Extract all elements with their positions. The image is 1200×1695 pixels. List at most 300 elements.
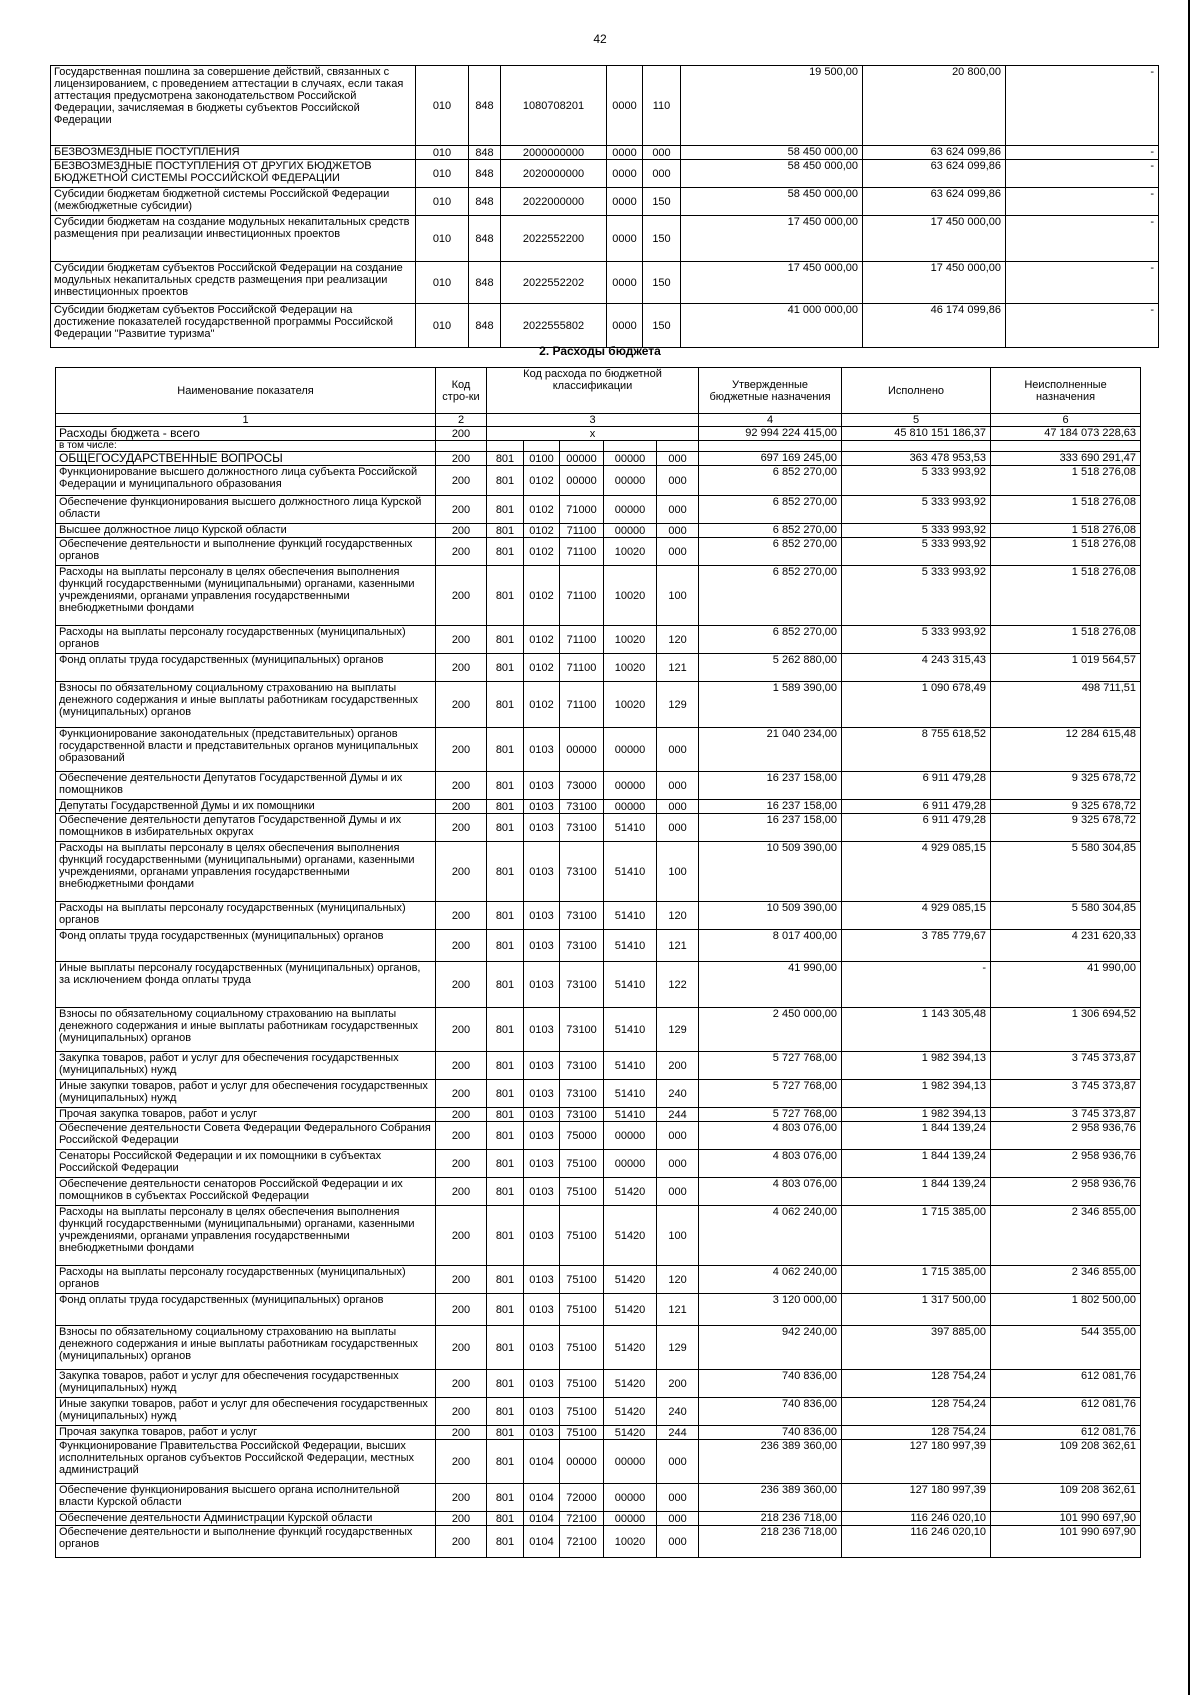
income-cell-done: 63 624 099,86 (863, 160, 1006, 188)
income-cell-c4: 110 (643, 66, 681, 146)
expense-cell-left: 2 346 855,00 (991, 1266, 1141, 1294)
expense-cell-done: 1 982 394,13 (842, 1052, 991, 1080)
expense-cell-e: 000 (657, 1512, 699, 1526)
expense-cell-b: 0100 (524, 452, 560, 466)
income-cell-line: 010 (416, 262, 469, 304)
expense-cell-a: 801 (487, 1266, 524, 1294)
expense-cell-b: 0103 (524, 800, 560, 814)
expense-cell-plan: 21 040 234,00 (699, 728, 842, 772)
total-code: x (487, 427, 699, 441)
expense-cell-plan: 4 803 076,00 (699, 1122, 842, 1150)
expense-cell-plan: 6 852 270,00 (699, 496, 842, 524)
expense-cell-e: 000 (657, 496, 699, 524)
expense-cell-done: 3 785 779,67 (842, 930, 991, 962)
expense-cell-left: 1 518 276,08 (991, 538, 1141, 566)
expense-cell-line: 200 (436, 1440, 487, 1484)
expense-cell-a: 801 (487, 566, 524, 626)
expense-cell-b: 0103 (524, 1122, 560, 1150)
income-cell-c1: 848 (469, 304, 501, 348)
expense-cell-done: 5 333 993,92 (842, 524, 991, 538)
expense-cell-c: 72100 (560, 1512, 604, 1526)
expense-cell-plan: 236 389 360,00 (699, 1440, 842, 1484)
expense-cell-b: 0102 (524, 626, 560, 654)
expense-cell-line: 200 (436, 1178, 487, 1206)
income-cell-plan: 17 450 000,00 (681, 216, 863, 262)
income-cell-c3: 0000 (607, 216, 643, 262)
expense-cell-b: 0103 (524, 902, 560, 930)
expense-cell-left: 1 518 276,08 (991, 466, 1141, 496)
expense-cell-line: 200 (436, 930, 487, 962)
expense-cell-e: 122 (657, 962, 699, 1008)
expense-cell-done: 397 885,00 (842, 1326, 991, 1370)
expense-cell-left: 1 518 276,08 (991, 566, 1141, 626)
expense-cell-c: 00000 (560, 466, 604, 496)
expense-cell-left: 544 355,00 (991, 1326, 1141, 1370)
expense-cell-b: 0103 (524, 1008, 560, 1052)
expense-row (56, 1008, 1141, 1052)
expense-cell-line: 200 (436, 1122, 487, 1150)
expense-cell-done: 363 478 953,53 (842, 452, 991, 466)
expense-cell-left: 4 231 620,33 (991, 930, 1141, 962)
expense-cell-line: 200 (436, 1266, 487, 1294)
income-cell-done: 17 450 000,00 (863, 262, 1006, 304)
expense-cell-plan: 6 852 270,00 (699, 566, 842, 626)
income-cell-c1: 848 (469, 216, 501, 262)
expense-cell-line: 200 (436, 1526, 487, 1558)
expense-cell-b: 0103 (524, 1206, 560, 1266)
expense-cell-plan: 5 727 768,00 (699, 1108, 842, 1122)
expense-cell-e: 000 (657, 524, 699, 538)
expense-cell-done: 1 090 678,49 (842, 682, 991, 728)
income-cell-c3: 0000 (607, 66, 643, 146)
expense-cell-left: 2 958 936,76 (991, 1178, 1141, 1206)
total-row (56, 427, 1141, 441)
expense-cell-b: 0102 (524, 466, 560, 496)
expense-cell-a: 801 (487, 1326, 524, 1370)
expense-cell-d: 51410 (604, 1108, 657, 1122)
expense-cell-plan: 740 836,00 (699, 1398, 842, 1426)
expense-cell-d: 51420 (604, 1206, 657, 1266)
income-cell-c2: 2020000000 (501, 160, 607, 188)
expense-cell-left: 612 081,76 (991, 1370, 1141, 1398)
expense-cell-plan: 4 062 240,00 (699, 1266, 842, 1294)
expense-cell-c: 75000 (560, 1122, 604, 1150)
expense-cell-name: Иные выплаты персоналу государственных (муниципальных) органов, за исключением фонда оплаты труда (56, 962, 436, 1008)
expense-cell-plan: 8 017 400,00 (699, 930, 842, 962)
expense-cell-a: 801 (487, 682, 524, 728)
income-row (51, 160, 1159, 188)
expense-cell-c: 75100 (560, 1294, 604, 1326)
income-cell-plan: 58 450 000,00 (681, 160, 863, 188)
expense-row (56, 1484, 1141, 1512)
expense-cell-c: 75100 (560, 1426, 604, 1440)
expense-cell-c: 73100 (560, 962, 604, 1008)
expense-cell-e: 129 (657, 682, 699, 728)
income-cell-c2: 2000000000 (501, 146, 607, 160)
expense-cell-line: 200 (436, 682, 487, 728)
expense-cell-plan: 2 450 000,00 (699, 1008, 842, 1052)
expense-cell-line: 200 (436, 524, 487, 538)
header-done: Исполнено (842, 368, 991, 414)
expense-cell-left: 41 990,00 (991, 962, 1141, 1008)
expense-cell-done: 127 180 997,39 (842, 1484, 991, 1512)
expense-row (56, 772, 1141, 800)
expense-cell-left: 2 958 936,76 (991, 1122, 1141, 1150)
expense-cell-line: 200 (436, 1370, 487, 1398)
expense-row (56, 1526, 1141, 1558)
expense-cell-line: 200 (436, 496, 487, 524)
expense-cell-c: 73100 (560, 1080, 604, 1108)
expense-cell-b: 0102 (524, 496, 560, 524)
expense-cell-b: 0103 (524, 1108, 560, 1122)
expense-cell-e: 244 (657, 1426, 699, 1440)
expense-cell-a: 801 (487, 1398, 524, 1426)
expense-cell-a: 801 (487, 1206, 524, 1266)
header-num-5: 5 (842, 414, 991, 427)
expense-cell-b: 0103 (524, 842, 560, 902)
expense-cell-plan: 218 236 718,00 (699, 1526, 842, 1558)
expense-cell-e: 100 (657, 842, 699, 902)
income-row (51, 188, 1159, 216)
expense-cell-b: 0102 (524, 538, 560, 566)
expense-cell-plan: 740 836,00 (699, 1370, 842, 1398)
expense-cell-done: 1 982 394,13 (842, 1080, 991, 1108)
expense-cell-plan: 942 240,00 (699, 1326, 842, 1370)
expense-cell-name: Обеспечение деятельности Совета Федерации Федерального Собрания Российской Федерации (56, 1122, 436, 1150)
expense-cell-line: 200 (436, 962, 487, 1008)
expense-cell-left: 3 745 373,87 (991, 1052, 1141, 1080)
expense-cell-line: 200 (436, 1052, 487, 1080)
expense-cell-c: 00000 (560, 452, 604, 466)
expense-cell-a: 801 (487, 1122, 524, 1150)
expense-cell-plan: 16 237 158,00 (699, 814, 842, 842)
expense-cell-d: 51420 (604, 1326, 657, 1370)
expense-cell-name: Закупка товаров, работ и услуг для обеспечения государственных (муниципальных) нужд (56, 1052, 436, 1080)
expense-cell-plan: 4 062 240,00 (699, 1206, 842, 1266)
expense-cell-a: 801 (487, 452, 524, 466)
income-row (51, 146, 1159, 160)
expense-cell-done: 116 246 020,10 (842, 1526, 991, 1558)
expense-cell-plan: 6 852 270,00 (699, 626, 842, 654)
expense-cell-e: 129 (657, 1326, 699, 1370)
expense-cell-b: 0103 (524, 1426, 560, 1440)
expense-cell-b: 0103 (524, 1326, 560, 1370)
expense-cell-name: Расходы на выплаты персоналу государственных (муниципальных) органов (56, 626, 436, 654)
expense-row (56, 1440, 1141, 1484)
expense-cell-b: 0102 (524, 566, 560, 626)
header-num-3: 3 (487, 414, 699, 427)
expense-cell-done: 5 333 993,92 (842, 466, 991, 496)
expense-cell-d: 51410 (604, 1052, 657, 1080)
expense-cell-done: 128 754,24 (842, 1426, 991, 1440)
income-cell-c1: 848 (469, 66, 501, 146)
expense-cell-e: 000 (657, 1150, 699, 1178)
expense-row (56, 962, 1141, 1008)
expense-cell-d: 51410 (604, 1008, 657, 1052)
expense-cell-a: 801 (487, 1080, 524, 1108)
expense-cell-a: 801 (487, 1294, 524, 1326)
expense-cell-name: Обеспечение функционирования высшего органа исполнительной власти Курской области (56, 1484, 436, 1512)
income-cell-c1: 848 (469, 188, 501, 216)
total-left: 47 184 073 228,63 (991, 427, 1141, 441)
expense-cell-line: 200 (436, 452, 487, 466)
expense-cell-left: 1 306 694,52 (991, 1008, 1141, 1052)
expense-cell-e: 000 (657, 466, 699, 496)
expense-cell-b: 0103 (524, 1294, 560, 1326)
expense-cell-e: 200 (657, 1370, 699, 1398)
expense-cell-b: 0103 (524, 1080, 560, 1108)
expense-row (56, 1206, 1141, 1266)
sub-label-row (56, 441, 1141, 452)
expense-cell-done: 1 715 385,00 (842, 1266, 991, 1294)
expense-cell-line: 200 (436, 1326, 487, 1370)
expense-cell-b: 0102 (524, 682, 560, 728)
income-cell-line: 010 (416, 304, 469, 348)
expense-cell-b: 0103 (524, 930, 560, 962)
expense-row (56, 654, 1141, 682)
expense-cell-left: 109 208 362,61 (991, 1440, 1141, 1484)
income-cell-left: - (1006, 304, 1159, 348)
expense-cell-line: 200 (436, 654, 487, 682)
expense-row (56, 538, 1141, 566)
page-edge-line (1188, 0, 1190, 1695)
expense-cell-done: 128 754,24 (842, 1398, 991, 1426)
income-cell-left: - (1006, 262, 1159, 304)
expense-cell-d: 00000 (604, 1512, 657, 1526)
expense-cell-done: - (842, 962, 991, 1008)
expense-cell-done: 5 333 993,92 (842, 496, 991, 524)
expense-cell-b: 0103 (524, 1178, 560, 1206)
income-cell-c2: 2022000000 (501, 188, 607, 216)
expense-cell-name: Высшее должностное лицо Курской области (56, 524, 436, 538)
expense-cell-a: 801 (487, 728, 524, 772)
income-cell-name: Субсидии бюджетам субъектов Российской Федерации на создание модульных некапитальных средств размещения при реализации инвестиционных проектов (51, 262, 416, 304)
expense-cell-plan: 41 990,00 (699, 962, 842, 1008)
expense-cell-done: 6 911 479,28 (842, 800, 991, 814)
expense-cell-c: 73100 (560, 930, 604, 962)
expense-cell-left: 1 518 276,08 (991, 524, 1141, 538)
expense-cell-plan: 218 236 718,00 (699, 1512, 842, 1526)
expense-cell-name: Прочая закупка товаров, работ и услуг (56, 1108, 436, 1122)
income-cell-plan: 41 000 000,00 (681, 304, 863, 348)
expense-cell-a: 801 (487, 1008, 524, 1052)
expense-cell-b: 0103 (524, 1052, 560, 1080)
expense-cell-c: 71100 (560, 524, 604, 538)
expense-cell-c: 71100 (560, 566, 604, 626)
income-cell-c4: 150 (643, 216, 681, 262)
expense-cell-line: 200 (436, 538, 487, 566)
income-cell-left: - (1006, 66, 1159, 146)
income-cell-name: Государственная пошлина за совершение действий, связанных с лицензированием, с проведением аттестации в случаях, если такая аттестация предусмотрена законодательством Российской Федерации, зачисляемая в бюджеты субъектов Российской Федерации (51, 66, 416, 146)
income-cell-line: 010 (416, 146, 469, 160)
expense-cell-line: 200 (436, 626, 487, 654)
income-cell-plan: 58 450 000,00 (681, 188, 863, 216)
income-cell-c2: 2022555802 (501, 304, 607, 348)
expense-cell-e: 000 (657, 1122, 699, 1150)
expense-cell-done: 127 180 997,39 (842, 1440, 991, 1484)
expense-cell-b: 0103 (524, 772, 560, 800)
expense-cell-done: 1 317 500,00 (842, 1294, 991, 1326)
income-cell-name: Субсидии бюджетам бюджетной системы Российской Федерации (межбюджетные субсидии) (51, 188, 416, 216)
expense-cell-name: Обеспечение деятельности Администрации Курской области (56, 1512, 436, 1526)
income-cell-done: 63 624 099,86 (863, 146, 1006, 160)
expense-cell-e: 100 (657, 1206, 699, 1266)
expense-cell-name: Иные закупки товаров, работ и услуг для обеспечения государственных (муниципальных) нужд (56, 1398, 436, 1426)
expense-cell-d: 51410 (604, 930, 657, 962)
expense-cell-c: 73100 (560, 814, 604, 842)
expense-cell-done: 5 333 993,92 (842, 626, 991, 654)
expense-cell-e: 000 (657, 538, 699, 566)
income-cell-line: 010 (416, 188, 469, 216)
expense-cell-d: 00000 (604, 452, 657, 466)
income-cell-done: 17 450 000,00 (863, 216, 1006, 262)
expense-cell-plan: 10 509 390,00 (699, 902, 842, 930)
expense-cell-c: 71100 (560, 682, 604, 728)
expense-row (56, 902, 1141, 930)
income-cell-c1: 848 (469, 146, 501, 160)
expense-cell-name: Обеспечение деятельности и выполнение функций государственных органов (56, 538, 436, 566)
expense-cell-name: Обеспечение деятельности сенаторов Российской Федерации и их помощников в субъектах Российской Федерации (56, 1178, 436, 1206)
expense-row (56, 728, 1141, 772)
expense-cell-d: 00000 (604, 1150, 657, 1178)
expense-cell-b: 0104 (524, 1440, 560, 1484)
expense-cell-line: 200 (436, 1484, 487, 1512)
expense-cell-left: 498 711,51 (991, 682, 1141, 728)
expense-row (56, 842, 1141, 902)
header-line: Код стро-ки (436, 368, 487, 414)
expense-cell-c: 73100 (560, 800, 604, 814)
expense-cell-name: Расходы на выплаты персоналу государственных (муниципальных) органов (56, 902, 436, 930)
expense-cell-line: 200 (436, 1426, 487, 1440)
expense-cell-line: 200 (436, 566, 487, 626)
expense-row (56, 930, 1141, 962)
expense-cell-done: 4 929 085,15 (842, 842, 991, 902)
expense-cell-d: 51420 (604, 1426, 657, 1440)
expense-cell-left: 1 518 276,08 (991, 626, 1141, 654)
expense-cell-a: 801 (487, 496, 524, 524)
expense-row (56, 1370, 1141, 1398)
expense-cell-name: Взносы по обязательному социальному страхованию на выплаты денежного содержания и иные выплаты работникам государственных (муниципальных) органов (56, 1326, 436, 1370)
expense-cell-b: 0103 (524, 962, 560, 1008)
expense-row (56, 1398, 1141, 1426)
expense-cell-done: 5 333 993,92 (842, 566, 991, 626)
expense-row (56, 626, 1141, 654)
expense-cell-left: 5 580 304,85 (991, 902, 1141, 930)
expense-table (55, 367, 1141, 1558)
income-cell-c4: 150 (643, 262, 681, 304)
expense-cell-a: 801 (487, 466, 524, 496)
expense-cell-c: 71000 (560, 496, 604, 524)
income-cell-c3: 0000 (607, 262, 643, 304)
header-code: Код расхода по бюджетной классификации (487, 368, 699, 414)
income-row (51, 66, 1159, 146)
section-title: 2. Расходы бюджета (539, 344, 661, 358)
expense-cell-line: 200 (436, 466, 487, 496)
expense-cell-b: 0103 (524, 1370, 560, 1398)
expense-row (56, 800, 1141, 814)
income-cell-c1: 848 (469, 160, 501, 188)
expense-cell-c: 75100 (560, 1398, 604, 1426)
expense-cell-e: 000 (657, 1178, 699, 1206)
expense-cell-line: 200 (436, 902, 487, 930)
expense-cell-plan: 4 803 076,00 (699, 1150, 842, 1178)
expense-cell-line: 200 (436, 1108, 487, 1122)
expense-cell-done: 128 754,24 (842, 1370, 991, 1398)
expense-cell-left: 3 745 373,87 (991, 1080, 1141, 1108)
expense-cell-a: 801 (487, 1178, 524, 1206)
expense-cell-left: 101 990 697,90 (991, 1512, 1141, 1526)
expense-cell-name: Иные закупки товаров, работ и услуг для обеспечения государственных (муниципальных) нужд (56, 1080, 436, 1108)
income-cell-left: - (1006, 146, 1159, 160)
expense-cell-e: 120 (657, 1266, 699, 1294)
income-cell-name: Субсидии бюджетам на создание модульных некапитальных средств размещения при реализации инвестиционных проектов (51, 216, 416, 262)
expense-cell-a: 801 (487, 538, 524, 566)
expense-cell-d: 00000 (604, 1484, 657, 1512)
expense-cell-done: 116 246 020,10 (842, 1512, 991, 1526)
header-plan: Утвержденные бюджетные назначения (699, 368, 842, 414)
income-row (51, 216, 1159, 262)
expense-cell-e: 244 (657, 1108, 699, 1122)
expense-cell-d: 51420 (604, 1266, 657, 1294)
income-cell-c3: 0000 (607, 188, 643, 216)
expense-cell-e: 100 (657, 566, 699, 626)
expense-cell-e: 121 (657, 1294, 699, 1326)
expense-cell-name: Обеспечение деятельности Депутатов Государственной Думы и их помощников (56, 772, 436, 800)
expense-cell-b: 0103 (524, 1398, 560, 1426)
expense-cell-name: Взносы по обязательному социальному страхованию на выплаты денежного содержания и иные выплаты работникам государственных (муниципальных) органов (56, 1008, 436, 1052)
expense-row (56, 814, 1141, 842)
expense-cell-name: Расходы на выплаты персоналу государственных (муниципальных) органов (56, 1266, 436, 1294)
expense-cell-c: 71100 (560, 654, 604, 682)
expense-cell-name: Сенаторы Российской Федерации и их помощники в субъектах Российской Федерации (56, 1150, 436, 1178)
expense-cell-c: 75100 (560, 1150, 604, 1178)
expense-cell-c: 73100 (560, 902, 604, 930)
expense-cell-done: 1 715 385,00 (842, 1206, 991, 1266)
expense-cell-d: 51410 (604, 962, 657, 1008)
expense-cell-c: 73000 (560, 772, 604, 800)
expense-cell-name: Расходы на выплаты персоналу в целях обеспечения выполнения функций государственными (муниципальными) органами, казенными учреждениями, органами управления государственными внебюджетными фондами (56, 842, 436, 902)
expense-cell-plan: 5 262 880,00 (699, 654, 842, 682)
expense-cell-line: 200 (436, 1008, 487, 1052)
expense-cell-plan: 5 727 768,00 (699, 1052, 842, 1080)
expense-cell-d: 51420 (604, 1398, 657, 1426)
expense-cell-d: 10020 (604, 682, 657, 728)
expense-row (56, 682, 1141, 728)
expense-cell-left: 3 745 373,87 (991, 1108, 1141, 1122)
expense-cell-c: 75100 (560, 1206, 604, 1266)
expense-cell-a: 801 (487, 842, 524, 902)
expense-cell-e: 120 (657, 626, 699, 654)
expense-cell-a: 801 (487, 814, 524, 842)
expense-cell-d: 51410 (604, 902, 657, 930)
expense-cell-left: 5 580 304,85 (991, 842, 1141, 902)
expense-cell-left: 9 325 678,72 (991, 800, 1141, 814)
expense-cell-name: Прочая закупка товаров, работ и услуг (56, 1426, 436, 1440)
expense-cell-name: Фонд оплаты труда государственных (муниципальных) органов (56, 654, 436, 682)
expense-cell-done: 1 844 139,24 (842, 1122, 991, 1150)
expense-cell-line: 200 (436, 1150, 487, 1178)
expense-cell-a: 801 (487, 524, 524, 538)
expense-cell-line: 200 (436, 1398, 487, 1426)
income-row (51, 304, 1159, 348)
expense-cell-done: 1 844 139,24 (842, 1150, 991, 1178)
income-cell-c4: 150 (643, 188, 681, 216)
expense-row (56, 1150, 1141, 1178)
income-cell-line: 010 (416, 66, 469, 146)
expense-cell-done: 8 755 618,52 (842, 728, 991, 772)
expense-cell-c: 75100 (560, 1178, 604, 1206)
expense-cell-a: 801 (487, 1512, 524, 1526)
